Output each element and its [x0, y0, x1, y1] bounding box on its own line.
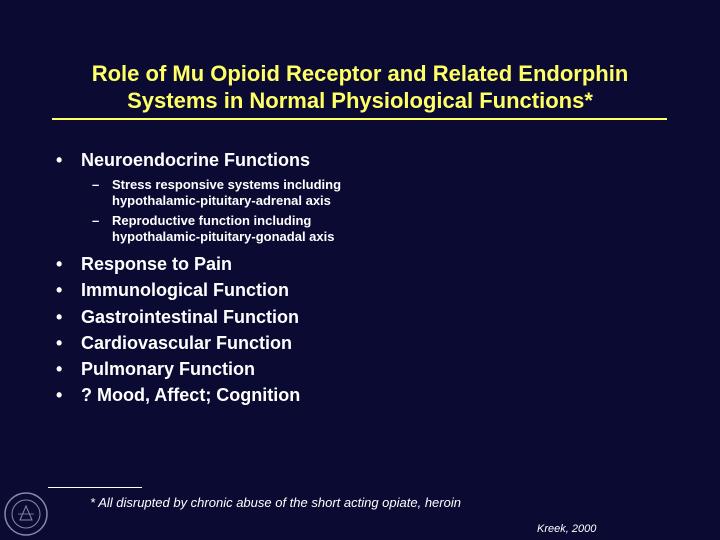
sub-item-line: Stress responsive systems including	[112, 177, 342, 192]
bullet-marker: •	[56, 333, 63, 353]
bullet-item: Cardiovascular Function	[81, 333, 293, 353]
bullet-item: Response to Pain	[81, 254, 233, 274]
sub-item-line: hypothalamic-pituitary-gonadal axis	[112, 229, 335, 244]
bullet-item: Pulmonary Function	[81, 359, 256, 379]
sub-dash-marker: –	[92, 177, 100, 192]
bullet-marker: •	[56, 150, 63, 170]
bullet-item: Gastrointestinal Function	[81, 307, 300, 327]
sub-item-stress	[112, 177, 341, 209]
bullet-neuroendocrine: Neuroendocrine Functions	[81, 150, 311, 170]
sub-dash-marker: –	[92, 213, 100, 228]
title-underline	[52, 118, 667, 120]
footnote-divider	[48, 487, 142, 488]
bullet-marker: •	[56, 385, 63, 405]
bullet-item: Immunological Function	[81, 280, 289, 300]
sub-item-line: Reproductive function including	[112, 213, 312, 228]
bullet-marker: •	[56, 280, 63, 300]
credit-citation: Kreek, 2000	[537, 523, 597, 535]
sub-item-line: hypothalamic-pituitary-adrenal axis	[112, 193, 331, 208]
slide-title	[40, 60, 680, 114]
university-seal-icon	[2, 490, 50, 538]
footnote: * All disrupted by chronic abuse of the short acting opiate, heroin	[90, 495, 461, 510]
sub-item-reproductive	[112, 213, 335, 245]
title-line-1: Role of Mu Opioid Receptor and Related Endorphin	[91, 61, 629, 86]
bullet-marker: •	[56, 254, 63, 274]
title-line-2: Systems in Normal Physiological Functions*	[127, 88, 593, 113]
bullet-item: ? Mood, Affect; Cognition	[81, 385, 301, 405]
bullet-marker: •	[56, 307, 63, 327]
bullet-marker: •	[56, 359, 63, 379]
